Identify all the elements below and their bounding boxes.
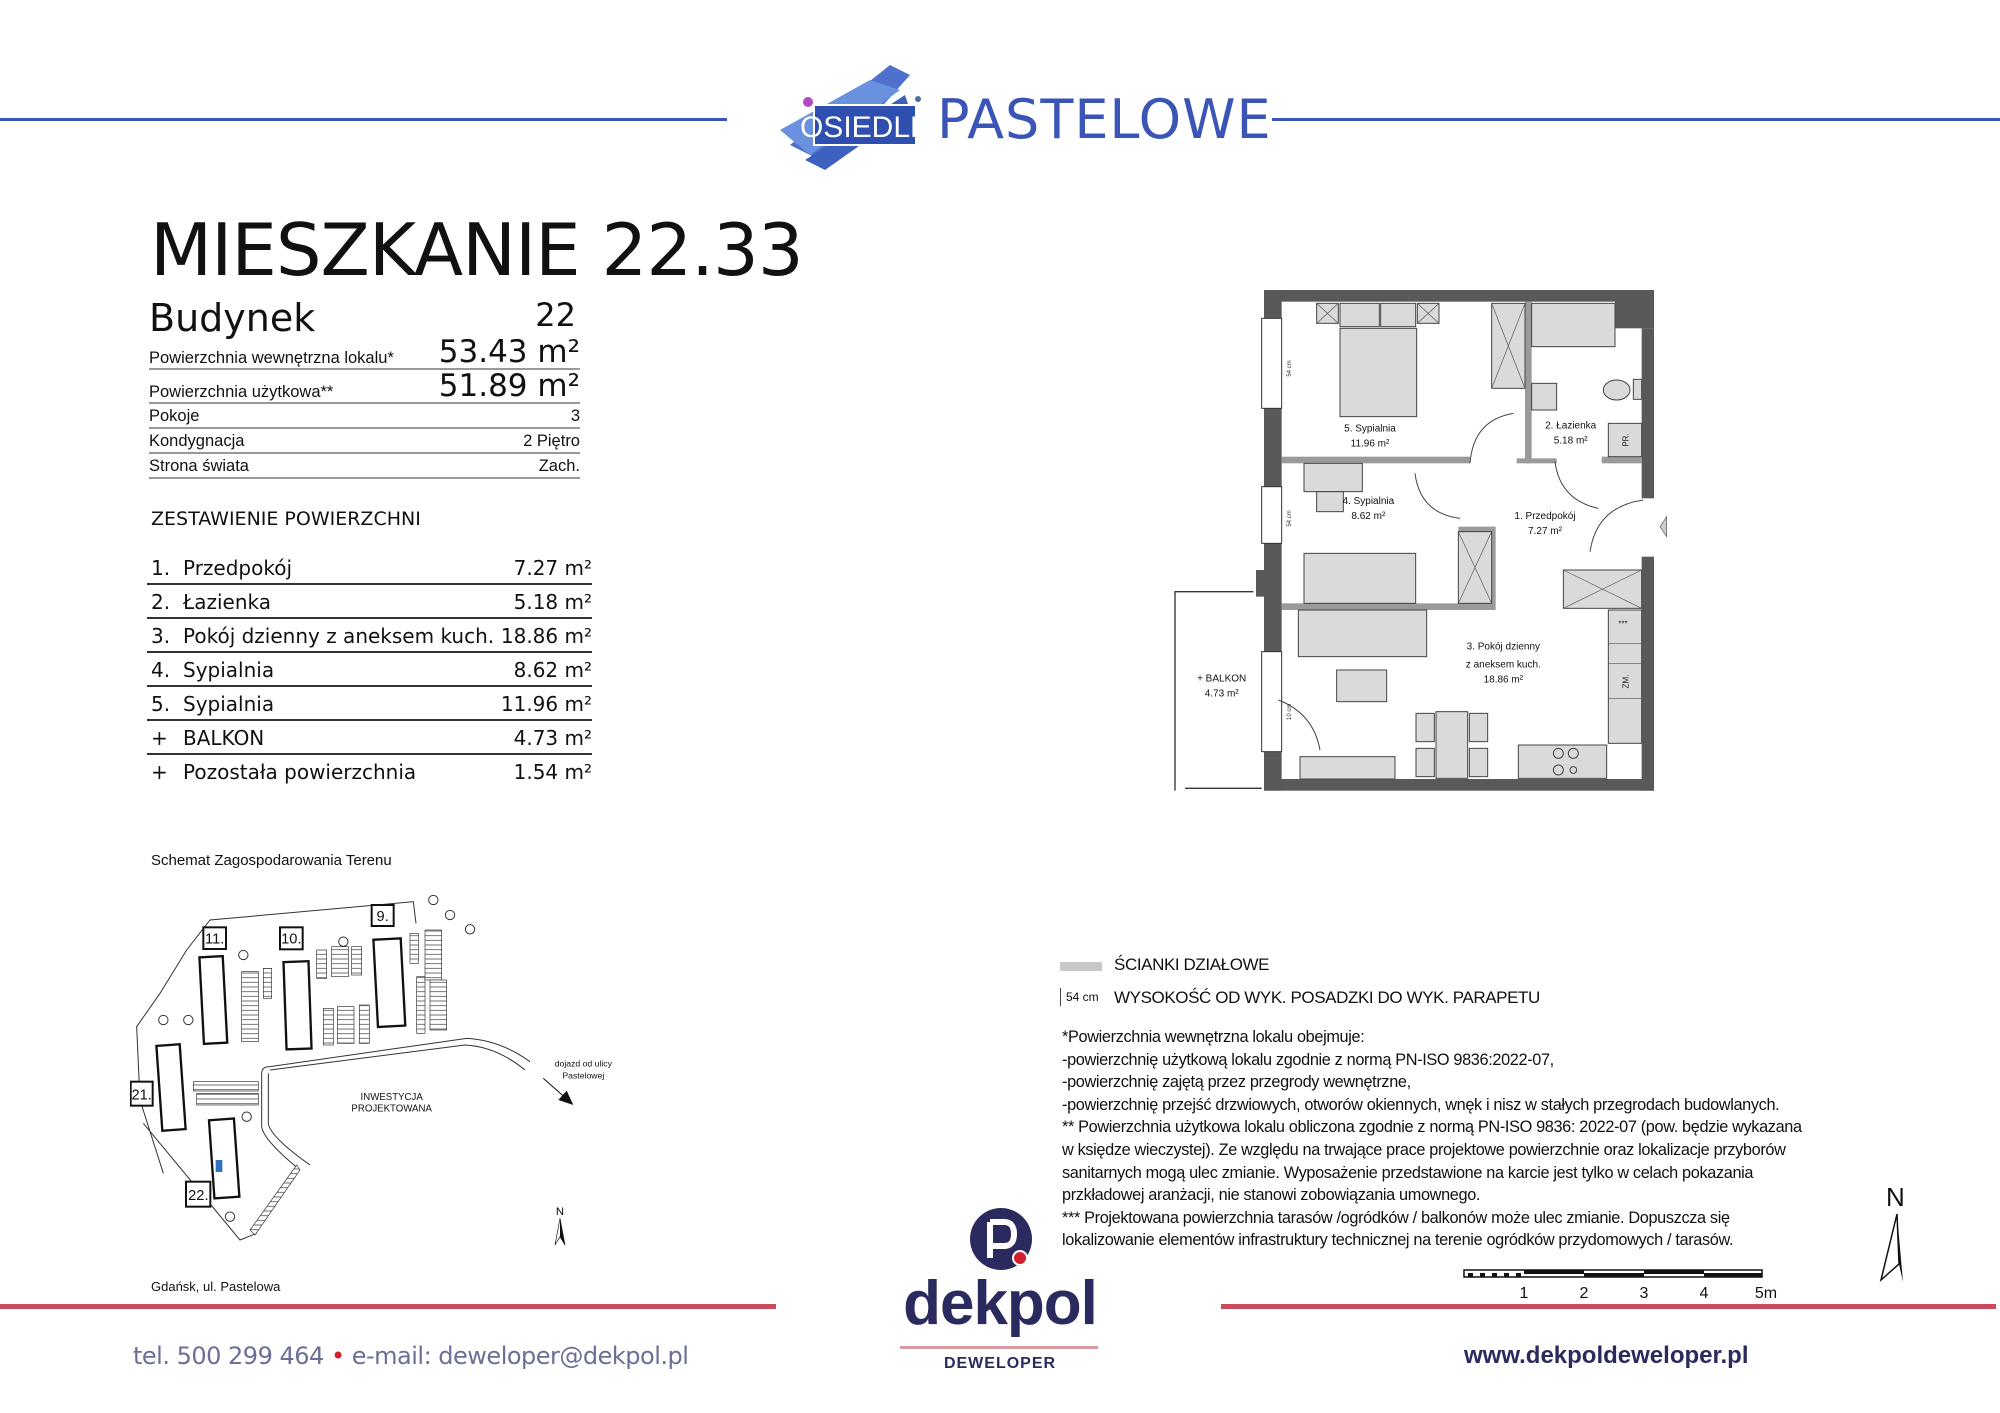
summary-row bbox=[147, 689, 592, 721]
room-name: Sypialnia bbox=[183, 658, 275, 682]
spec-label: Powierzchnia wewnętrzna lokalu* bbox=[149, 349, 394, 367]
row-number: 5. bbox=[151, 692, 171, 716]
room-area: 5.18 m² bbox=[1553, 435, 1588, 447]
row-number: 4. bbox=[151, 658, 171, 682]
room-name: BALKON bbox=[183, 726, 265, 750]
building-label: Budynek bbox=[149, 296, 316, 340]
note-line: -powierzchnię zajętą przez przegrody wewnętrzne, bbox=[1062, 1073, 1411, 1092]
note-line: -powierzchnię użytkową lokalu zgodnie z normą PN-ISO 9836:2022-07, bbox=[1062, 1050, 1554, 1069]
room-name: Łazienka bbox=[183, 590, 272, 614]
summary-row bbox=[147, 723, 592, 755]
spec-label: Powierzchnia użytkowa** bbox=[149, 383, 334, 401]
north-arrow-icon bbox=[1875, 1212, 1915, 1284]
spec-value: 51.89 m² bbox=[438, 368, 580, 404]
access-label-1: dojazd od ulicy bbox=[554, 1058, 612, 1069]
scale-label: 3 bbox=[1639, 1285, 1649, 1302]
building-label-9: 9. bbox=[376, 909, 389, 925]
spec-value: 2 Piętro bbox=[523, 432, 580, 450]
header-line-right bbox=[1272, 118, 2000, 121]
spec-row bbox=[149, 429, 580, 454]
dekpol-logo-icon bbox=[968, 1206, 1036, 1274]
row-number: + bbox=[151, 726, 168, 750]
apartment-highlight bbox=[216, 1160, 223, 1172]
note-line: w księdze wieczystej). Ze względu na trwające prace projektowe powierzchnie oraz lokalizacje przyborów bbox=[1062, 1140, 1786, 1159]
room-label: 1. Przedpokój bbox=[1514, 511, 1576, 522]
specs-table bbox=[149, 336, 580, 479]
site-plan-title: Schemat Zagospodarowania Terenu bbox=[151, 852, 392, 869]
room-name: Przedpokój bbox=[183, 556, 293, 580]
legend-sill-value: 54 cm bbox=[1066, 990, 1099, 1004]
building-label-21: 21. bbox=[131, 1087, 152, 1104]
header-line-left bbox=[0, 118, 727, 121]
dekpol-logo-text: dekpol bbox=[903, 1269, 1097, 1338]
email-link[interactable]: e-mail: deweloper@dekpol.pl bbox=[351, 1342, 689, 1370]
spec-value: 53.43 m² bbox=[438, 334, 580, 370]
north-label: N bbox=[1886, 1182, 1905, 1212]
room-label: + BALKON bbox=[1197, 673, 1247, 685]
spec-row bbox=[149, 454, 580, 479]
row-number: 3. bbox=[151, 624, 171, 648]
room-area: 11.96 m² bbox=[500, 692, 592, 716]
furniture bbox=[1298, 303, 1641, 779]
row-number: 1. bbox=[151, 556, 171, 580]
site-location: Gdańsk, ul. Pastelowa bbox=[151, 1279, 281, 1294]
partition-walls-swatch bbox=[1060, 962, 1102, 971]
note-line: sanitarnych mogą ulec zmianie. Wyposażenie przedstawione na karcie jest tylko w celach pokazania bbox=[1062, 1163, 1754, 1182]
room-area: 18.86 m² bbox=[1483, 674, 1524, 686]
spec-label: Kondygnacja bbox=[149, 432, 245, 450]
sill-height-label: 10 cm bbox=[1287, 703, 1293, 720]
summary-row bbox=[147, 757, 592, 787]
note-line: ** Powierzchnia użytkowa lokalu obliczona zgodnie z normą PN-ISO 9836: 2022-07 (pow. będzie wykazana bbox=[1062, 1118, 1802, 1137]
room-name: Pokój dzienny z aneksem kuch. bbox=[183, 624, 495, 648]
building-label-11: 11. bbox=[205, 931, 225, 948]
room-area: 4.73 m² bbox=[1204, 688, 1239, 700]
sill-height-icon bbox=[1060, 988, 1064, 1006]
building-label-22: 22. bbox=[188, 1188, 209, 1204]
spec-label: Pokoje bbox=[149, 407, 200, 425]
scale-label: 2 bbox=[1579, 1285, 1589, 1302]
site-plan-map bbox=[130, 840, 690, 1300]
investment-label-2: PROJEKTOWANA bbox=[351, 1103, 432, 1115]
dekpol-divider bbox=[900, 1346, 1098, 1349]
contact-info bbox=[133, 1342, 688, 1370]
building-label-10: 10. bbox=[281, 931, 302, 948]
room-label: z aneksem kuch. bbox=[1465, 659, 1541, 671]
footer-line-left bbox=[0, 1304, 776, 1309]
room-name: Sypialnia bbox=[183, 692, 275, 716]
room-area: 7.27 m² bbox=[1528, 526, 1562, 537]
notes bbox=[1062, 1026, 1842, 1252]
room-area: 8.62 m² bbox=[1351, 511, 1386, 522]
room-area: 8.62 m² bbox=[513, 658, 592, 682]
apartment-title: MIESZKANIE 22.33 bbox=[150, 208, 803, 292]
room-label: 5. Sypialnia bbox=[1344, 423, 1396, 435]
windows bbox=[1262, 318, 1282, 751]
scale-label: 1 bbox=[1519, 1285, 1529, 1302]
site-north-label: N bbox=[555, 1206, 565, 1218]
note-line: *Powierzchnia wewnętrzna lokalu obejmuje: bbox=[1062, 1028, 1365, 1046]
note-line: lokalizowanie elementów infrastruktury technicznej na terenie ogródków przydomowych / tarasów. bbox=[1062, 1231, 1734, 1250]
note-line: *** Projektowana powierzchnia tarasów /ogródków / balkonów może ulec zmianie. Dopuszcza się bbox=[1062, 1208, 1730, 1227]
spec-row bbox=[149, 370, 580, 404]
floor-plan bbox=[1160, 280, 1720, 820]
investment-label-1: INWESTYCJA bbox=[360, 1092, 423, 1103]
access-arrow-icon bbox=[543, 1078, 573, 1105]
room-label: 4. Sypialnia bbox=[1342, 496, 1395, 507]
note-line: -powierzchnię przejść drzwiowych, otworów okiennych, wnęk i nisz w stałych przegrodach budowlanych. bbox=[1062, 1095, 1780, 1114]
access-label-2: Pastelowej bbox=[562, 1070, 605, 1081]
summary-row bbox=[147, 655, 592, 687]
dekpol-subtitle: DEWELOPER bbox=[943, 1355, 1057, 1372]
summary-row bbox=[147, 553, 592, 585]
spec-row bbox=[149, 336, 580, 370]
fixture-label-pr: PR. bbox=[1621, 433, 1631, 447]
room-area: 7.27 m² bbox=[513, 556, 592, 580]
row-number: 2. bbox=[151, 590, 171, 614]
room-label: 3. Pokój dzienny bbox=[1466, 641, 1541, 653]
sill-height-label: 54 cm bbox=[1287, 510, 1293, 527]
row-number: + bbox=[151, 760, 168, 784]
spec-label: Strona świata bbox=[149, 457, 249, 475]
spec-value: Zach. bbox=[538, 457, 580, 475]
summary-table bbox=[147, 553, 592, 789]
summary-row bbox=[147, 621, 592, 653]
osiedle-logo bbox=[770, 55, 930, 175]
room-area: 18.86 m² bbox=[500, 624, 592, 648]
website-link[interactable]: www.dekpoldeweloper.pl bbox=[1464, 1342, 1749, 1369]
building-value: 22 bbox=[535, 296, 576, 334]
entrance-arrow-icon bbox=[1660, 517, 1667, 537]
room-name: Pozostała powierzchnia bbox=[183, 760, 417, 784]
brand-name: PASTELOWE bbox=[937, 88, 1272, 151]
room-area: 1.54 m² bbox=[513, 760, 592, 784]
sill-height-label: 54 cm bbox=[1287, 360, 1293, 377]
spec-value: 3 bbox=[570, 407, 580, 425]
summary-row bbox=[147, 587, 592, 619]
fixture-label-zm: ZM. bbox=[1621, 674, 1631, 689]
footer-line-right bbox=[1221, 1304, 1996, 1309]
summary-title: ZESTAWIENIE POWIERZCHNI bbox=[151, 508, 421, 530]
scale-label: 5m bbox=[1754, 1285, 1778, 1302]
room-area: 5.18 m² bbox=[513, 590, 592, 614]
legend-partition-walls: ŚCIANKI DZIAŁOWE bbox=[1114, 955, 1270, 974]
room-label: 2. Łazienka bbox=[1545, 420, 1597, 432]
spec-row bbox=[149, 404, 580, 429]
scale-bar bbox=[1460, 1264, 1780, 1304]
scale-label: 4 bbox=[1699, 1285, 1709, 1302]
fixture-label-stars: *** bbox=[1618, 619, 1628, 629]
phone-link[interactable]: tel. 500 299 464 bbox=[133, 1342, 324, 1370]
room-area: 4.73 m² bbox=[513, 726, 592, 750]
osiedle-logo-text: OSIEDLE bbox=[799, 111, 930, 144]
room-area: 11.96 m² bbox=[1350, 438, 1390, 450]
separator-dot: • bbox=[330, 1342, 345, 1370]
note-line: przkładowej aranżacji, nie stanowi zobowiązania umownego. bbox=[1062, 1186, 1481, 1205]
legend-sill-label: WYSOKOŚĆ OD WYK. POSADZKI DO WYK. PARAPETU bbox=[1114, 988, 1540, 1007]
